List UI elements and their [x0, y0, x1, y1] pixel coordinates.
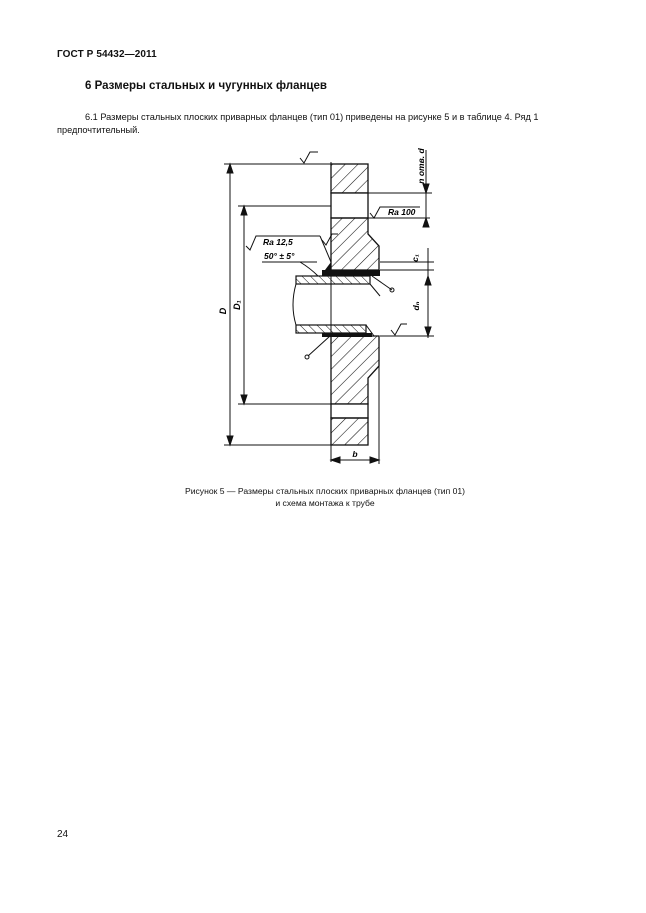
- dimension-c1-label: c₁: [410, 254, 420, 262]
- weld-angle-label: 50° ± 5°: [264, 251, 295, 261]
- section-title: 6 Размеры стальных и чугунных фланцев: [85, 80, 327, 92]
- standard-code: ГОСТ Р 54432—2011: [57, 49, 157, 60]
- weld-leader-upper: [372, 276, 392, 290]
- pipe-section: [293, 276, 380, 336]
- roughness-mark-dn: [391, 324, 407, 335]
- weld-leader-lower: [308, 336, 330, 356]
- flange-upper-section: [331, 164, 379, 270]
- paragraph-6-1: 6.1 Размеры стальных плоских приварных фланцев (тип 01) приведены на рисунке 5 и в таблице 4. Ряд 1 предпочтительный.: [57, 112, 539, 135]
- dimension-D-label: D: [218, 307, 228, 315]
- roughness-ra125-label: Ra 12,5: [263, 237, 293, 247]
- roughness-mark-top: [300, 152, 318, 163]
- dimension-b-label: b: [352, 449, 358, 459]
- caption-line-2: и схема монтажа к трубе: [275, 498, 375, 508]
- caption-line-1: Рисунок 5 — Размеры стальных плоских приварных фланцев (тип 01): [184, 486, 466, 496]
- page-number: 24: [57, 829, 69, 840]
- dimension-dn: [380, 276, 434, 336]
- dimension-dn-label: dₙ: [411, 301, 421, 311]
- figure-caption: [120, 485, 530, 509]
- holes-label: n отв. d: [416, 148, 426, 184]
- roughness-ra100-label: Ra 100: [388, 207, 416, 217]
- flange-lower-section: [331, 336, 379, 445]
- dimension-D1-label: D₁: [232, 300, 242, 310]
